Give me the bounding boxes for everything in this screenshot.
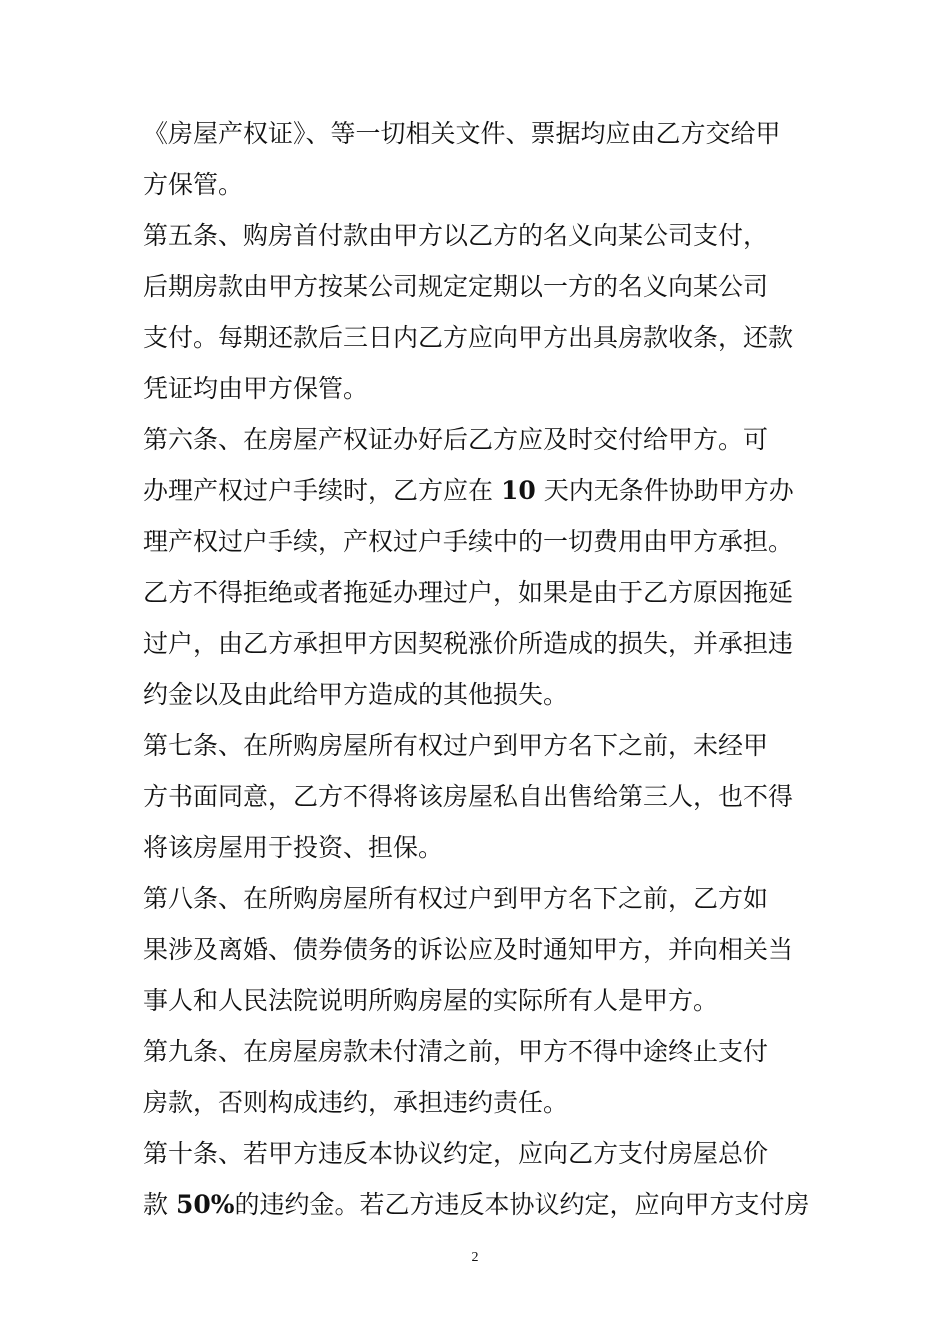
text-line: 办理产权过户手续时，乙方应在 10 天内无条件协助甲方办 (143, 476, 794, 505)
text-line: 乙方不得拒绝或者拖延办理过户，如果是由于乙方原因拖延 (143, 578, 794, 607)
text-line: 方书面同意，乙方不得将该房屋私自出售给第三人，也不得 (143, 782, 794, 811)
text-line: 款 50%的违约金。若乙方违反本协议约定，应向甲方支付房 (143, 1190, 810, 1219)
text-line: 果涉及离婚、债券债务的诉讼应及时通知甲方，并向相关当 (143, 935, 794, 964)
page-number: 2 (471, 1250, 479, 1265)
text-line: 后期房款由甲方按某公司规定定期以一方的名义向某公司 (143, 272, 769, 301)
text-line: 方保管。 (143, 170, 244, 199)
text-line: 第六条、在房屋产权证办好后乙方应及时交付给甲方。可 (143, 425, 769, 454)
text-line: 过户，由乙方承担甲方因契税涨价所造成的损失，并承担违 (143, 629, 794, 658)
text-line: 凭证均由甲方保管。 (143, 374, 369, 403)
text-line: 第七条、在所购房屋所有权过户到甲方名下之前，未经甲 (143, 731, 769, 760)
text-line: 《房屋产权证》、等一切相关文件、票据均应由乙方交给甲 (143, 119, 781, 148)
text-line: 支付。每期还款后三日内乙方应向甲方出具房款收条，还款 (143, 323, 794, 352)
text-line: 将该房屋用于投资、担保。 (143, 833, 444, 862)
text-line: 第九条、在房屋房款未付清之前，甲方不得中途终止支付 (143, 1037, 769, 1066)
text-line: 房款，否则构成违约，承担违约责任。 (143, 1088, 569, 1117)
body-text (143, 108, 833, 1230)
text-line: 第五条、购房首付款由甲方以乙方的名义向某公司支付， (143, 221, 769, 250)
text-line: 理产权过户手续，产权过户手续中的一切费用由甲方承担。 (143, 527, 794, 556)
text-line: 第八条、在所购房屋所有权过户到甲方名下之前，乙方如 (143, 884, 769, 913)
text-line: 第十条、若甲方违反本协议约定，应向乙方支付房屋总价 (143, 1139, 769, 1168)
text-line: 事人和人民法院说明所购房屋的实际所有人是甲方。 (143, 986, 719, 1015)
text-line: 约金以及由此给甲方造成的其他损失。 (143, 680, 569, 709)
